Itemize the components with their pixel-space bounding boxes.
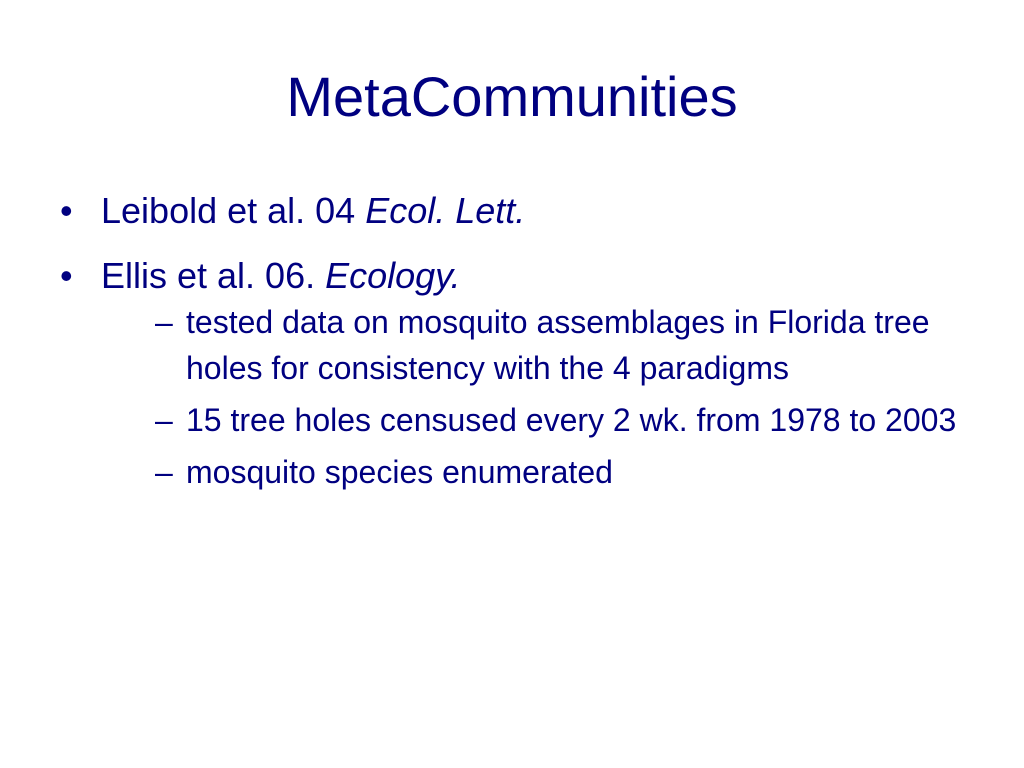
- bullet-marker: •: [60, 255, 73, 296]
- sub-bullet-text: mosquito species enumerated: [186, 454, 613, 490]
- sub-bullet-marker: –: [155, 454, 173, 490]
- slide-title: MetaCommunities: [286, 65, 738, 128]
- sub-bullet-item: [101, 449, 970, 495]
- sub-bullet-marker: –: [155, 304, 173, 340]
- bullet-marker: •: [60, 190, 73, 231]
- sub-bullet-list: [101, 299, 970, 495]
- journal-name: Ecol. Lett.: [365, 190, 526, 231]
- sub-bullet-item: [101, 397, 970, 443]
- sub-bullet-marker: –: [155, 402, 173, 438]
- journal-name: Ecology.: [325, 255, 461, 296]
- bullet-text: Ellis et al. 06.: [101, 255, 326, 296]
- sub-bullet-item: [101, 299, 970, 391]
- bullet-text: Leibold et al. 04: [101, 190, 366, 231]
- sub-bullet-text: tested data on mosquito assemblages in Florida tree holes for consistency with the 4 paradigms: [186, 304, 930, 386]
- bullet-item-ellis: [60, 253, 970, 495]
- sub-bullet-text: 15 tree holes censused every 2 wk. from 1978 to 2003: [186, 402, 957, 438]
- bullet-list: [60, 188, 970, 514]
- bullet-item-leibold: [60, 188, 970, 234]
